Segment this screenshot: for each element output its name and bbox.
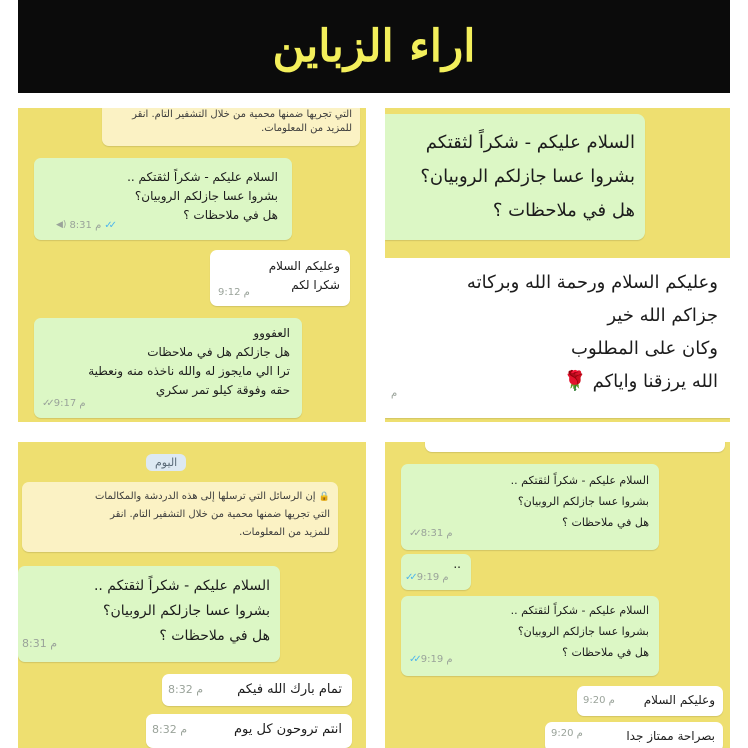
message-bubble-outgoing[interactable]: .. ✓✓ 9:19 م [401, 554, 471, 590]
message-bubble-incoming[interactable]: وعليكم السلام 9:20 م [577, 686, 723, 716]
double-check-icon: ✓✓ [42, 398, 51, 409]
double-check-icon: ✓✓ [405, 572, 414, 583]
message-time: 9:19 م [416, 572, 449, 583]
mic-icon: ◀) [56, 220, 67, 230]
message-time: 9:20 م [583, 695, 615, 706]
message-time: 9:12 م [218, 287, 250, 298]
message-time: 9:19 م [420, 654, 453, 665]
rose-icon: 🌹 [563, 370, 587, 392]
message-bubble-incoming[interactable]: تمام بارك الله فيكم 8:32 م [162, 674, 352, 706]
message-bubble-incoming [425, 442, 725, 452]
header-banner [18, 0, 730, 93]
chat-screenshot-bottom-right [385, 442, 730, 748]
double-check-icon: ✓✓ [104, 220, 114, 231]
message-time: 8:31 م [22, 637, 58, 650]
message-time: 8:31 م [69, 220, 102, 231]
chat-screenshot-bottom-left [18, 442, 366, 748]
message-time: 8:32 م [168, 683, 204, 696]
header-title: اراء الزباين [272, 21, 476, 72]
lock-icon: 🔒 [318, 492, 330, 502]
message-time: م [391, 388, 398, 399]
double-check-icon: ✓✓ [409, 654, 418, 665]
message-bubble-outgoing[interactable]: السلام عليكم - شكراً لثقتكم .. بشروا عسا جازلكم الروبيان؟ هل في ملاحظات ؟ 8:31 م [18, 566, 280, 662]
message-time: 8:31 م [420, 528, 453, 539]
message-bubble-incoming[interactable]: بصراحة ممتاز جدا 9:20 م [545, 722, 723, 748]
encryption-notice: 🔒 إن الرسائل التي ترسلها إلى هذه الدردشة والمكالمات التي تجريها ضمنها محمية من خلال التشفير التام. انقر للمزيد من المعلومات. [22, 482, 338, 552]
message-bubble-outgoing[interactable]: العفووو هل جازلكم هل في ملاحظات ترا الي مايجوز له والله ناخذه منه ونعطية حقه وفوقة كيلو تمر سكري ✓✓ 9:17 م [34, 318, 302, 418]
message-bubble-outgoing[interactable]: السلام عليكم - شكراً لثقتكم .. بشروا عسا جازلكم الروبيان؟ هل في ملاحظات ؟ ✓✓ 9:19 م [401, 596, 659, 676]
double-check-icon: ✓✓ [409, 528, 418, 539]
message-time: 9:17 م [53, 398, 86, 409]
message-bubble-outgoing[interactable]: السلام عليكم - شكراً لثقتكم .. بشروا عسا جازلكم الروبيان؟ هل في ملاحظات ؟ ◀) 8:31 م ✓✓ [34, 158, 292, 240]
chat-screenshot-top-right [385, 108, 730, 422]
date-separator: اليوم [146, 454, 186, 471]
encryption-notice: التي تجريها ضمنها محمية من خلال التشفير التام. انقر للمزيد من المعلومات. [102, 108, 360, 146]
message-bubble-incoming[interactable]: انتم تروحون كل يوم 8:32 م [146, 714, 352, 748]
message-bubble-incoming[interactable]: وعليكم السلام ورحمة الله وبركاته جزاكم الله خير وكان على المطلوب الله يرزقنا واياكم 🌹 م [385, 258, 730, 418]
message-bubble-outgoing[interactable]: السلام عليكم - شكراً لثقتكم بشروا عسا جازلكم الروبيان؟ هل في ملاحظات ؟ [385, 114, 645, 240]
message-bubble-incoming[interactable]: وعليكم السلام شكرا لكم 9:12 م [210, 250, 350, 306]
message-bubble-outgoing[interactable]: السلام عليكم - شكراً لثقتكم .. بشروا عسا جازلكم الروبيان؟ هل في ملاحظات ؟ ✓✓ 8:31 م [401, 464, 659, 550]
message-time: 8:32 م [152, 723, 188, 736]
chat-screenshot-top-left [18, 108, 366, 422]
message-time: 9:20 م [551, 728, 583, 739]
